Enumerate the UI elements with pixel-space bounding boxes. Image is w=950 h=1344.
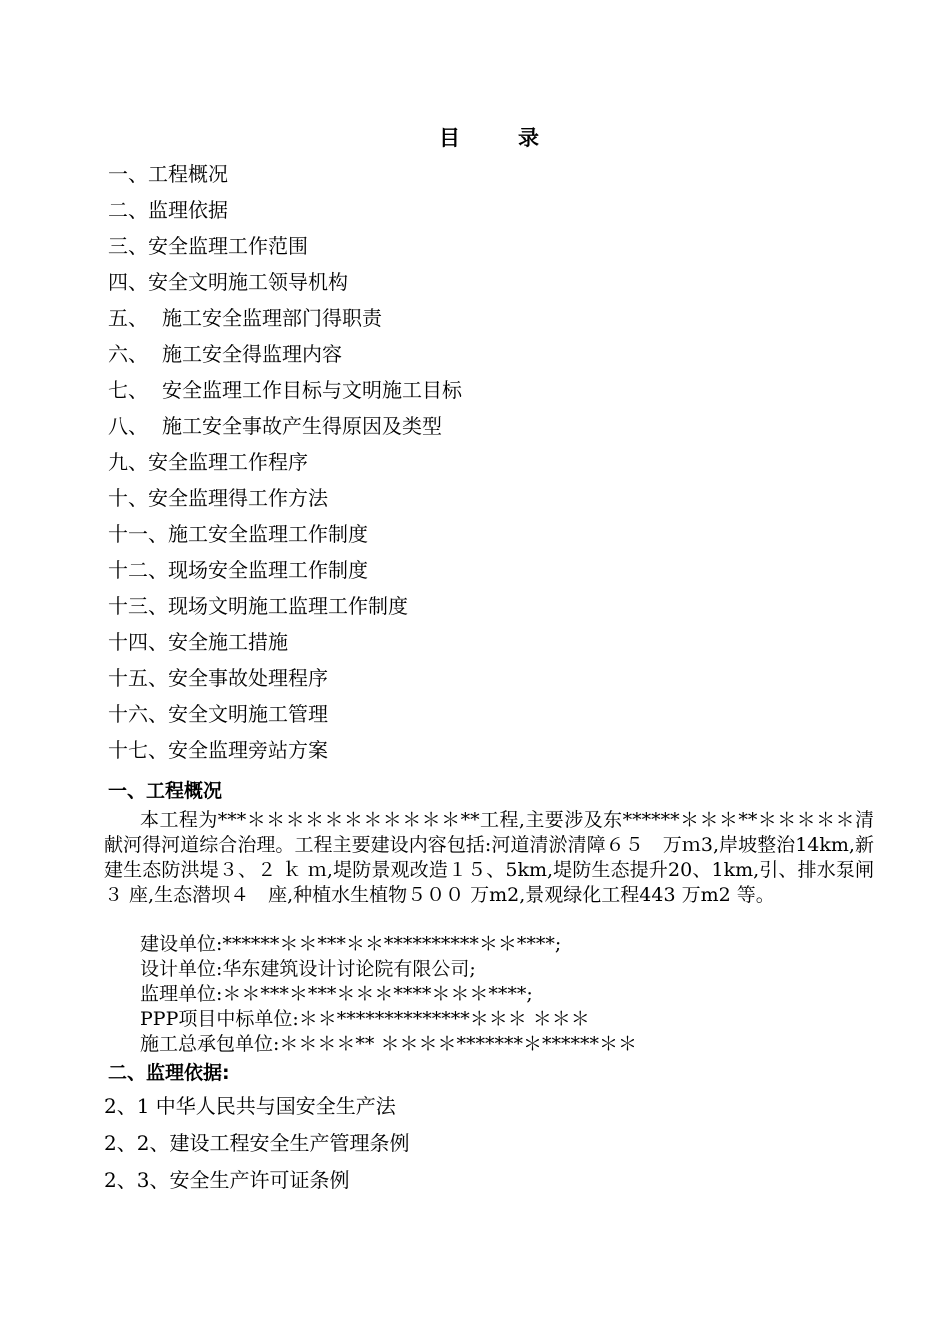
toc-item-number: 十六、 — [108, 702, 168, 726]
basis-item: 2、3、安全生产许可证条例 — [104, 1168, 350, 1192]
toc-item-number: 四、 — [108, 270, 148, 294]
basis-list — [104, 1088, 409, 1199]
toc-item — [108, 444, 462, 480]
toc-item — [108, 696, 462, 732]
toc-item-number: 九、 — [108, 450, 148, 474]
toc-item-label: 施工安全事故产生得原因及类型 — [162, 414, 442, 438]
toc-item-label: 安全监理得工作方法 — [148, 486, 328, 510]
toc-item-number: 五、 — [108, 306, 148, 330]
section-heading-basis: 二、监理依据: — [108, 1062, 230, 1084]
toc-item-label: 安全监理工作程序 — [148, 450, 308, 474]
toc-item-label: 施工安全监理部门得职责 — [162, 306, 382, 330]
toc-item-label: 安全事故处理程序 — [168, 666, 328, 690]
toc-item-label: 安全监理工作范围 — [148, 234, 308, 258]
toc-item — [108, 228, 462, 264]
toc-item-label: 现场文明施工监理工作制度 — [168, 594, 408, 618]
project-info-list — [140, 932, 637, 1057]
project-info-line: 设计单位:华东建筑设计讨论院有限公司; — [140, 958, 476, 980]
toc-item-number: 三、 — [108, 234, 148, 258]
overview-paragraph: 本工程为***＊＊＊＊＊＊＊＊＊＊＊**工程,主要涉及东******＊＊＊**＊＊＊＊＊清献河得河道综合治理。工程主要建设内容包括:河道清淤清障６５ 万ｍ3,岸坡整治14km,新建生态防洪堤３、２ ｋ ｍ,堤防景观改造１５、5km,堤防生态提升20、1km,引、排水泵闸３ 座,生态潜坝４ 座,种植水生植物５００ 万m2,景观绿化工程443 万m2 等。 — [104, 809, 874, 906]
project-info-line: 建设单位:******＊＊***＊＊**********＊＊****; — [140, 933, 562, 955]
toc-item-label: 安全施工措施 — [168, 630, 288, 654]
toc-list — [108, 156, 462, 768]
toc-item — [108, 660, 462, 696]
toc-item — [108, 156, 462, 192]
toc-item — [108, 300, 462, 336]
toc-title-right: 录 — [518, 126, 539, 150]
project-info-line: 监理单位:＊＊***＊***＊＊＊****＊＊＊****; — [140, 983, 533, 1005]
toc-item-number: 十四、 — [108, 630, 168, 654]
section-heading-overview: 一、工程概况 — [108, 780, 223, 802]
toc-item-label: 安全监理工作目标与文明施工目标 — [162, 378, 462, 402]
toc-item-number: 七、 — [108, 378, 148, 402]
toc-item — [108, 480, 462, 516]
toc-item — [108, 588, 462, 624]
toc-item — [108, 372, 462, 408]
toc-item — [108, 192, 462, 228]
toc-item-number: 十三、 — [108, 594, 168, 618]
toc-item-number: 二、 — [108, 198, 148, 222]
toc-item-number: 十、 — [108, 486, 148, 510]
project-info-line: 施工总承包单位:＊＊＊＊** ＊＊＊＊*******＊******＊＊ — [140, 1033, 637, 1055]
toc-item-number: 十一、 — [108, 522, 168, 546]
toc-item — [108, 336, 462, 372]
toc-item-number: 十五、 — [108, 666, 168, 690]
toc-item-number: 一、 — [108, 162, 148, 186]
toc-item-number: 十七、 — [108, 738, 168, 762]
toc-item — [108, 624, 462, 660]
toc-title — [0, 122, 950, 152]
toc-item — [108, 552, 462, 588]
toc-item-label: 安全监理旁站方案 — [168, 738, 328, 762]
basis-item: 2、2、建设工程安全生产管理条例 — [104, 1131, 410, 1155]
project-info-line: PPP项目中标单位:＊＊**************＊＊＊ ＊＊＊ — [140, 1008, 590, 1030]
toc-title-left: 目 — [439, 126, 460, 150]
toc-item-number: 八、 — [108, 414, 148, 438]
toc-item — [108, 516, 462, 552]
toc-item-label: 安全文明施工领导机构 — [148, 270, 348, 294]
toc-item-label: 监理依据 — [148, 198, 228, 222]
toc-item-number: 六、 — [108, 342, 148, 366]
toc-item-label: 工程概况 — [148, 162, 228, 186]
toc-item — [108, 408, 462, 444]
toc-item-number: 十二、 — [108, 558, 168, 582]
toc-item — [108, 732, 462, 768]
toc-item-label: 安全文明施工管理 — [168, 702, 328, 726]
basis-item: 2、1 中华人民共与国安全生产法 — [104, 1094, 396, 1118]
toc-item-label: 施工安全得监理内容 — [162, 342, 342, 366]
toc-item-label: 施工安全监理工作制度 — [168, 522, 368, 546]
toc-item-label: 现场安全监理工作制度 — [168, 558, 368, 582]
toc-item — [108, 264, 462, 300]
